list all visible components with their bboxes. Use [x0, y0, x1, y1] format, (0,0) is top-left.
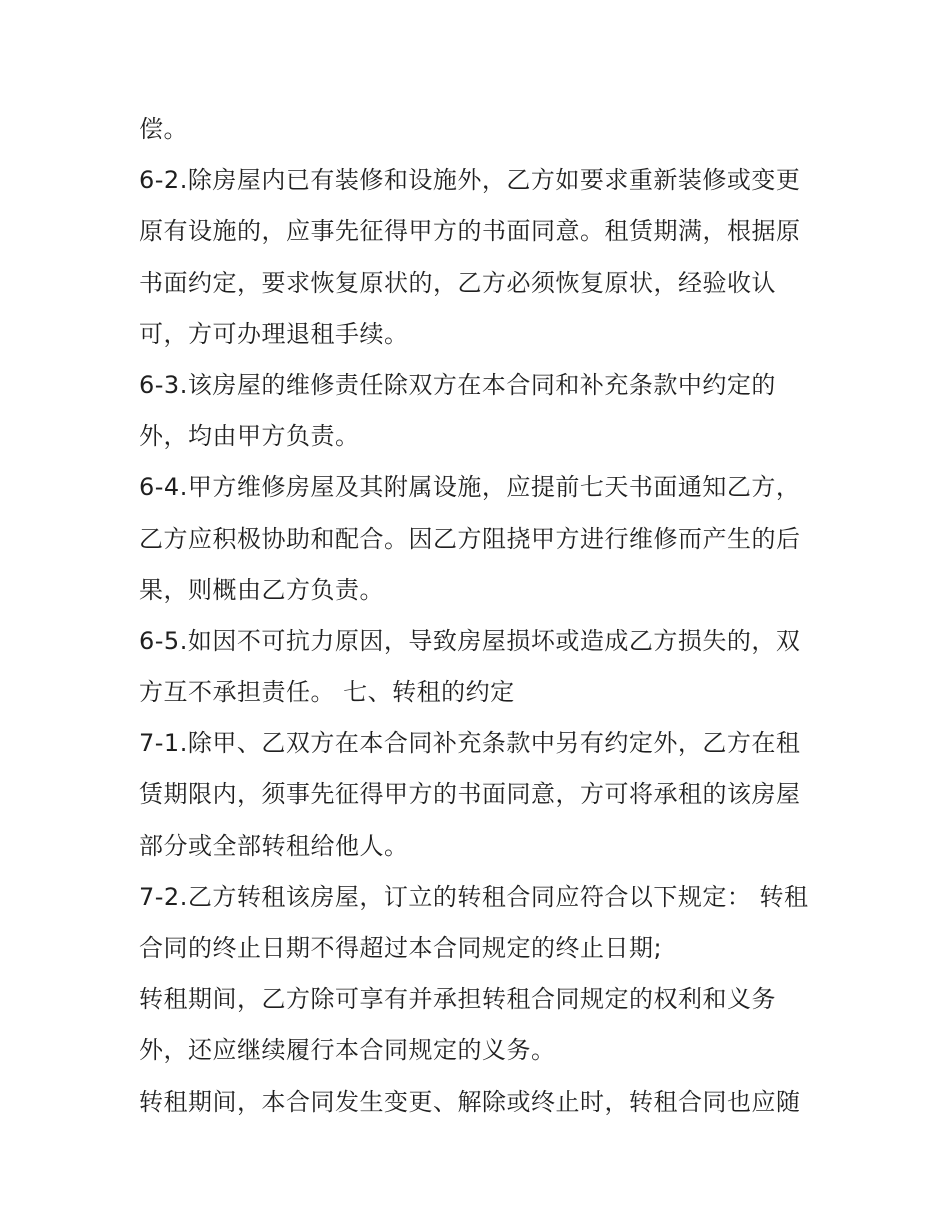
text-line: 6-2.除房屋内已有装修和设施外，乙方如要求重新装修或变更 [139, 166, 801, 195]
text-line: 部分或全部转租给他人。 [139, 831, 409, 860]
text-line: 外，均由甲方负责。 [139, 422, 360, 451]
text-line: 7-2.乙方转租该房屋，订立的转租合同应符合以下规定： 转租 [139, 882, 809, 911]
text-line: 转租期间，本合同发生变更、解除或终止时，转租合同也应随 [139, 1087, 801, 1116]
text-line: 乙方应积极协助和配合。因乙方阻挠甲方进行维修而产生的后 [139, 524, 801, 553]
text-line: 7-1.除甲、乙双方在本合同补充条款中另有约定外，乙方在租 [139, 729, 801, 758]
text-line: 赁期限内，须事先征得甲方的书面同意，方可将承租的该房屋 [139, 780, 801, 809]
text-line: 合同的终止日期不得超过本合同规定的终止日期; [139, 934, 663, 962]
text-line: 6-4.甲方维修房屋及其附属设施，应提前七天书面通知乙方， [139, 473, 801, 502]
text-line: 原有设施的，应事先征得甲方的书面同意。租赁期满，根据原 [139, 217, 801, 246]
text-line: 偿。 [139, 115, 188, 143]
text-line: 6-3.该房屋的维修责任除双方在本合同和补充条款中约定的 [139, 370, 776, 399]
text-line: 书面约定，要求恢复原状的，乙方必须恢复原状，经验收认 [139, 268, 776, 297]
text-line: 果，则概由乙方负责。 [139, 575, 384, 604]
text-line: 外，还应继续履行本合同规定的义务。 [139, 1036, 556, 1065]
text-line: 可，方可办理退租手续。 [139, 319, 409, 348]
contract-text-body [139, 104, 819, 1128]
text-line: 方互不承担责任。 七、转租的约定 [139, 678, 515, 707]
text-line: 6-5.如因不可抗力原因，导致房屋损坏或造成乙方损失的，双 [139, 626, 801, 655]
text-line: 转租期间，乙方除可享有并承担转租合同规定的权利和义务 [139, 985, 776, 1014]
